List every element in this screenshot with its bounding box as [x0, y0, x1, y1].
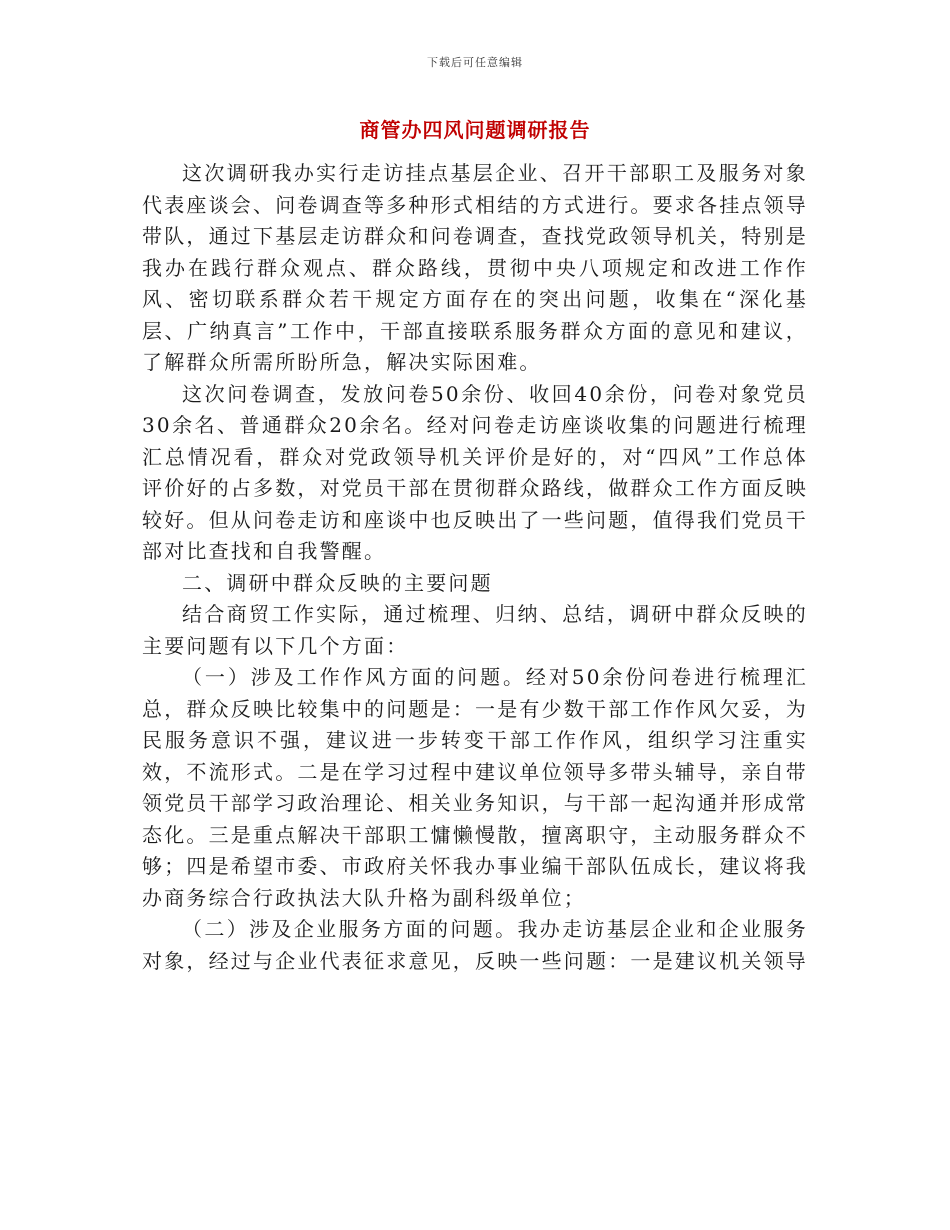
paragraph-questionnaire: 这次问卷调查，发放问卷50余份、收回40余份，问卷对象党员30余名、普通群众20余名。经对问卷走访座谈收集的问题进行梳理汇总情况看，群众对党政领导机关评价是好的，对“四风”工作总体评价好的占多数，对党员干部在贯彻群众路线，做群众工作方面反映较好。但从问卷走访和座谈中也反映出了一些问题，值得我们党员干部对比查找和自我警醒。	[142, 381, 808, 563]
section-heading-main-issues: 二、调研中群众反映的主要问题	[182, 570, 493, 595]
paragraph-enterprise-service-issues: （二）涉及企业服务方面的问题。我办走访基层企业和企业服务对象，经过与企业代表征求意见，反映一些问题：一是建议机关领导	[142, 917, 808, 973]
paragraph-issues-intro: 结合商贸工作实际，通过梳理、归纳、总结，调研中群众反映的主要问题有以下几个方面：	[142, 602, 808, 658]
paragraph-survey-method: 这次调研我办实行走访挂点基层企业、召开干部职工及服务对象代表座谈会、问卷调查等多种形式相结的方式进行。要求各挂点领导带队，通过下基层走访群众和问卷调查，查找党政领导机关，特别是我办在践行群众观点、群众路线，贯彻中央八项规定和改进工作作风、密切联系群众若干规定方面存在的突出问题，收集在“深化基层、广纳真言”工作中，干部直接联系服务群众方面的意见和建议，了解群众所需所盼所急，解决实际困难。	[142, 161, 808, 374]
page-header-note: 下载后可任意编辑	[427, 56, 523, 69]
document-body	[142, 158, 808, 977]
document-title: 商管办四风问题调研报告	[359, 118, 591, 142]
paragraph-work-style-issues: （一）涉及工作作风方面的问题。经对50余份问卷进行梳理汇总，群众反映比较集中的问题是：一是有少数干部工作作风欠妥，为民服务意识不强，建议进一步转变干部工作作风，组织学习注重实效，不流形式。二是在学习过程中建议单位领导多带头辅导，亲自带领党员干部学习政治理论、相关业务知识，与干部一起沟通并形成常态化。三是重点解决干部职工慵懒慢散，擅离职守，主动服务群众不够；四是希望市委、市政府关怀我办事业编干部队伍成长，建议将我办商务综合行政执法大队升格为副科级单位；	[142, 665, 808, 910]
